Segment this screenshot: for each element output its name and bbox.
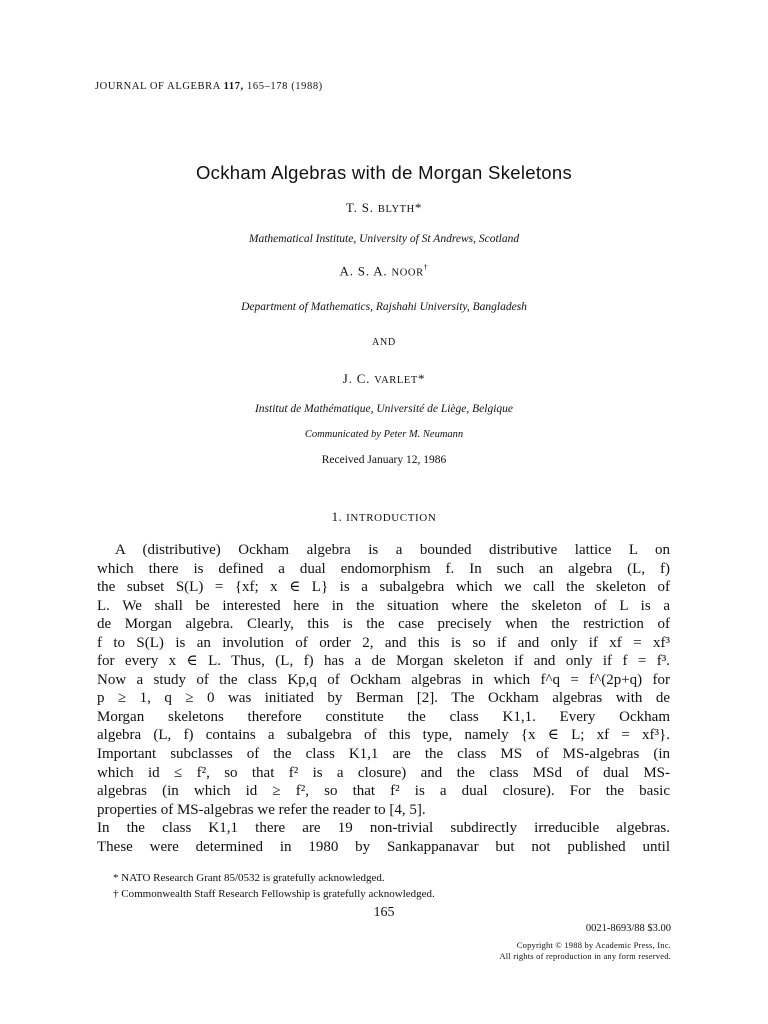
body-line: f to S(L) is an involution of order 2, and this is so if and only if xf = xf³: [97, 634, 670, 651]
journal-name: JOURNAL OF ALGEBRA: [95, 81, 221, 92]
affiliation-3: Institut de Mathématique, Université de Liège, Belgique: [254, 403, 514, 415]
section-heading: [0, 509, 768, 525]
body-line: A (distributive) Ockham algebra is a bounded distributive lattice L on: [115, 542, 670, 558]
author-3-surname: VARLET: [374, 375, 418, 386]
body-text: [97, 541, 670, 856]
price-code: 0021-8693/88 $3.00: [585, 923, 671, 934]
footnote-1: * NATO Research Grant 85/0532 is gratefully acknowledged.: [113, 872, 385, 884]
body-line: algebra (L, f) contains a subalgebra of this type, namely {x ∈ L; xf = xf³}.: [97, 727, 670, 744]
author-3: [0, 371, 768, 387]
author-2-initials: A. S. A.: [339, 263, 388, 279]
body-line: In the class K1,1 there are 19 non-trivial subdirectly irreducible algebras.: [97, 820, 670, 837]
body-line: properties of MS-algebras we refer the reader to [4, 5].: [97, 801, 426, 818]
body-line: L. We shall be interested here in the situation where the skeleton of L is a: [97, 597, 670, 614]
affiliation-2: Department of Mathematics, Rajshahi University, Bangladesh: [241, 301, 527, 313]
body-line: p ≥ 1, q ≥ 0 was initiated by Berman [2]. The Ockham algebras with de: [97, 690, 670, 707]
body-line: Important subclasses of the class K1,1 are the class MS of MS-algebras (in: [97, 746, 670, 763]
journal-header: [95, 81, 323, 92]
rights-line: All rights of reproduction in any form reserved.: [499, 951, 671, 961]
body-line: the subset S(L) = {xf; x ∈ L} is a subalgebra which we call the skeleton of: [97, 579, 670, 596]
body-line: Morgan skeletons therefore constitute the class K1,1. Every Ockham: [97, 708, 670, 725]
body-line: Now a study of the class Kp,q of Ockham algebras in which f^q = f^(2p+q) for: [97, 671, 670, 688]
journal-pages-year: 165–178 (1988): [247, 81, 323, 92]
body-line: algebras (in which id ≥ f², so that f² is a dual closure). For the basic: [97, 783, 670, 800]
body-line: which there is defined a dual endomorphism f. In such an algebra (L, f): [97, 560, 670, 577]
and-word: AND: [371, 337, 397, 348]
author-2: [0, 263, 768, 279]
body-line: These were determined in 1980 by Sankappanavar but not published until: [97, 838, 670, 855]
affiliation-1: Mathematical Institute, University of St Andrews, Scotland: [248, 233, 520, 245]
author-2-mark: †: [423, 263, 429, 272]
author-3-mark: *: [417, 371, 426, 386]
author-1: [0, 200, 768, 216]
body-line: for every x ∈ L. Thus, (L, f) has a de Morgan skeleton if and only if f = f³.: [97, 653, 670, 670]
footnote-2: † Commonwealth Staff Research Fellowship is gratefully acknowledged.: [113, 888, 435, 900]
section-number: 1.: [331, 509, 343, 524]
communicated-by: Communicated by Peter M. Neumann: [304, 429, 464, 440]
paper-title: Ockham Algebras with de Morgan Skeletons: [195, 162, 573, 183]
author-1-mark: *: [414, 200, 423, 215]
section-title: INTRODUCTION: [346, 512, 437, 524]
author-3-initials: J. C.: [342, 371, 371, 386]
body-line: which id ≤ f², so that f² is a closure) and the class MSd of dual MS-: [97, 764, 670, 781]
author-2-surname: NOOR: [391, 267, 424, 279]
copyright-line: Copyright © 1988 by Academic Press, Inc.: [516, 940, 671, 950]
author-1-initials: T. S.: [345, 200, 374, 215]
journal-volume: 117,: [223, 81, 244, 92]
body-line: de Morgan algebra. Clearly, this is the case precisely when the restriction of: [97, 616, 670, 633]
received-date: Received January 12, 1986: [321, 454, 447, 466]
author-1-surname: BLYTH: [377, 204, 415, 215]
page-number: 165: [373, 905, 395, 920]
